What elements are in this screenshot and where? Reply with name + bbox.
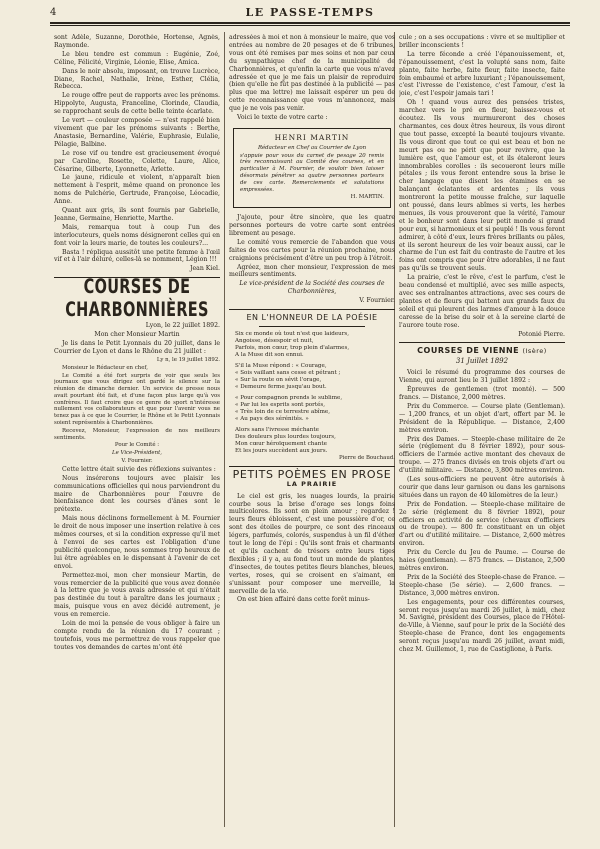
column-2 — [229, 34, 395, 824]
poem-line: Et les jours succèdent aux jours. — [235, 448, 328, 455]
paragraph: La terre féconde a créé l'épanouissement, et, l'épanouissement, c'est la volupté sans nom, faite plante, faite herbe, faite fleur, faite insecte, faite foin embaumé et arbre luxuriant ; l'épanouissement, c'est l'ivresse de l'existence, c'est l'amour, c'est la joie, c'est l'espoir jamais tari ! — [399, 50, 565, 98]
paragraph: Oh ! quand vous aurez des pensées tristes, marchez vers le pré en fleur, baissez-vous et écoutez. Ils vous murmureront des choses charmantes, ces doux êtres heureux, ils vous diront que tout passe, excepté la beauté toujours vivante. Ils vous diront que tout ce qui est beau et bon ne meurt pas ou ne périt que pour revivre, que la lumière est, que l'amour est, et ils étaleront leurs innombrables corolles : ils secoueront leurs mille pétales ; ils vous feront entendre sous la brise le cher langage que disent les étamines en se balançant éclatantes et ardentes ; ils vous montreront la petite mousse fraîche, sur laquelle ont poussé, dans leurs abîmes si verts, les herbes menues, ils vous prouveront que la vérité, l'amour et le bonheur sont dans leur petit monde si grand pour eux, si harmonieux et si peuplé ! Ils vous feront admirer, à côté d'eux, leurs frères brillants ou pâles, et ils seront heureux de les voir beaux aussi, car le charme de l'un est fait du contraste de l'autre et les foins ont compris que pour être adorables, il ne faut pas qu'ils se trouvent seuls. — [399, 99, 565, 273]
poem-line: Des douleurs plus lourdes toujours, — [235, 434, 336, 441]
poem — [229, 331, 395, 455]
paragraph: Cette lettre était suivie des réflexions suivantes : — [62, 465, 216, 473]
poem-line: Six ce monde où tout n'est que laideurs, — [235, 331, 350, 338]
letter-date: Ly n, le 19 juillet 1892. — [156, 356, 220, 363]
paragraph: Le jaune, ridicule et violent, n'apparaît bien nettement à l'esprit, même quand on prononce les noms de Pulchérie, Gertrude, Françoise, Léocadie, Anne. — [54, 174, 220, 206]
letter-signature: Le Vice-Président, — [112, 450, 162, 457]
author-signature: Jean Kiel. — [190, 265, 220, 273]
dateline: Lyon, le 22 juillet 1892. — [145, 322, 220, 330]
section-rule — [399, 342, 565, 343]
paragraph: cule ; on a ses occupations : vivre et se multiplier et briller inconscients ! — [399, 34, 565, 49]
paragraph: Basta ! répliqua aussitôt une petite femme à l'œil vif et à l'air déluré, celles-là se nomment, Légion !!! — [54, 248, 220, 264]
article-title: COURSES DE CHARBONNIÈRES — [65, 277, 209, 322]
paragraph: (Les sous-officiers ne peuvent être autorisés à courir que dans leur garnison ou dans les garnisons situées dans un rayon de 40 kilomètres de la leur.) — [399, 476, 565, 499]
paragraph: Mais nous déclinons formellement à M. Fournier le droit de nous imposer une insertion relative à ces mêmes courses, et si la condition expresse qu'il met à l'envoi de ses cartes est l'obligation d'une publicité quelconque, nous sommes trop heureux de lui être agréables en le dispensant à l'avenir de cet envoi. — [54, 515, 220, 570]
article-title — [399, 347, 565, 356]
poem-line: « Très loin de ce terrestre abîme, — [235, 409, 330, 416]
column-divider — [224, 32, 225, 827]
paragraph: J'ajoute, pour être sincère, que les quatre personnes porteurs de votre carte sont entrées librement au pesage. — [229, 214, 395, 237]
paragraph: sont Adèle, Suzanne, Dorothée, Hortense, Agnès, Raymonde. — [54, 34, 220, 49]
paragraph: adressées à moi et non à monsieur le maire, que vos entrées au nombre de 20 pesages et de 6 tribunes, vous ont été remises par mes soins et non par ceux du sympathique chef de la municipalité de Charbonnières, et qu'enfin la carte que vous m'avez adressée et que je me fais un plaisir de reproduire (bien qu'elle ne fût pas destinée à la publicité — pas plus que ma lettre) me laissait espérer un peu de cette reconnaissance que vous m'annoncez, mais que je ne vois pas venir. — [229, 34, 395, 113]
paragraph: On est bien affairé dans cette forêt minus- — [237, 596, 370, 604]
paragraph: Nous insérerons toujours avec plaisir les communications officielles qui nous parviendront du maire de Charbonnières pour l'œuvre de bienfaisance dont les courses d'ânes sont le prétexte. — [54, 474, 220, 514]
running-title: LE PASSE-TEMPS — [245, 6, 375, 19]
salutation: Mon cher Monsieur Martin — [94, 331, 180, 339]
letter-paragraph: Le Comité a été fort surpris de voir que seuls les journaux que vous dirigez ont gardé le silence sur la réunion de dimanche dernier. Un service de presse nous avait pourtant été fait, et d'une façon plus large qu'à vos confrères. Il faut croire que ce genre de sport n'intéresse nullement vos collaborateurs et que pour l'avenir vous ne tenez pas à ce que le Courrier, le Rhône et le Petit Lyonnais soient représentés à Charbonnières. — [54, 372, 220, 427]
poem-signature: Pierre de Bouchaud. — [339, 455, 395, 462]
prose-subtitle: LA PRAIRIE — [286, 479, 338, 488]
paragraph: Le bleu tendre est commun : Eugénie, Zoé, Céline, Félicité, Virginie, Léonie, Elise, Amica. — [54, 50, 220, 66]
paragraph: Épreuves de gentlemen (trot monté). — 500 francs. — Distance, 2,000 mètres. — [399, 386, 565, 401]
card-subtitle: Rédacteur en Chef au Courrier de Lyon — [257, 144, 367, 151]
section-rule — [229, 309, 395, 310]
poem-line: Parfois, mon cœur, trop plein d'alarmes, — [235, 345, 350, 352]
paragraph: La prairie, c'est le rêve, c'est le parfum, c'est le beau condensé et multiplié, avec ses mille aspects, avec ses entraînantes attractions, avec ses cours de plantes et de fleurs qui battent aux grands faux du soleil et qui pleurent des larmes d'amour à la douce caresse de la brise du soir et à la sereine clarté de l'aurore toute rose. — [399, 274, 565, 329]
paragraph: Permettez-moi, mon cher monsieur Martin, de vous remercier de la publicité que vous avez donnée à la lettre que je vous avais adressée et qui n'était pas destinée du tout à paraître dans les journaux ; mais, puisque vous en avez décidé autrement, je vous en remercie. — [54, 571, 220, 619]
letter-salutation: Monsieur le Rédacteur en chef, — [62, 364, 148, 371]
poem-line: « Sur la route on sévit l'orage, — [235, 377, 322, 384]
paragraph: Prix du Cercle du Jeu de Paume. — Course de haies (gentleman). — 875 francs. — Distance, 2,500 mètres environ. — [399, 549, 565, 572]
title-rule — [259, 326, 365, 327]
header-rule-thin — [50, 25, 570, 26]
poem-line: « Pour compagnon prends le sublime, — [235, 395, 343, 402]
letter-signature: V. Fournier. — [121, 458, 153, 465]
signature: Le vice-président de la Société des courses de Charbonnières, — [239, 280, 385, 296]
section-rule — [229, 466, 395, 467]
card-box — [233, 128, 391, 208]
article-title-text: COURSES DE VIENNE — [417, 346, 520, 356]
paragraph: Agréez, mon cher monsieur, l'expression de mes meilleurs sentiments. — [229, 263, 395, 279]
paragraph: Voici le texte de votre carte : — [237, 114, 328, 122]
paragraph: Le rose vif ou tendre est gracieusement évoqué par Caroline, Rosette, Colette, Laure, Alice, Césarine, Gilberte, Lyonnette, Arlette. — [54, 149, 220, 173]
card-signature: H. MARTIN. — [350, 194, 384, 201]
prose-title: PETITS POÈMES EN PROSE — [232, 467, 392, 481]
paragraph: Quant aux gris, ils sont fournis par Gabrielle, Jeanne, Germaine, Henriette, Marthe. — [54, 207, 220, 222]
paragraph: Prix du Commerce. — Course plate (Gentleman). — 1,200 francs, et un objet d'art, offert par M. le Président de la République. — Distance, 2,400 mètres environ. — [399, 402, 565, 434]
poem-line: « Au pays des sérénités. » — [235, 416, 309, 423]
paragraph: Mais, remarqua tout à coup l'un des interlocuteurs, quels noms désigneront celles qui en font voir la leurs marie, de toutes les couleurs?... — [54, 223, 220, 247]
signature: V. Fournier. — [359, 297, 395, 305]
card-text: s'appuie pour vous du carnet de pesage 20 remis très reconnaissant au Comité des courses, et en particulier à M. Fournier, de vouloir bien laisser désormais pénétrer sa quatre personnes porteurs de ces carte. Remerciements et salutations empressées. — [240, 152, 384, 193]
paragraph: Le ciel est gris, les nuages lourds, la prairie courbe sous la brise d'orage ses longs foins multicolores. Ils sont en plein amour ; regardez ! leurs fleurs ébloissent, c'est une poussière d'or, ce sont des étoiles de pourpre, ce sont des rinceaux légers, parfumés, colorés, suspendus à un fil d'éther tout le long de l'épi : Qu'ils sont frais et charmants et qu'ils cachent de trésors entre leurs tiges flexibles ; il y a, au fond tout un monde de plantes, d'insectes, de toutes petites fleurs blanches, bleues, vertes, roses, qui se croisent en s'aimant, en s'unissant pour composer une merveille, la merveille de la vie. — [229, 492, 395, 595]
letter-signature: Pour le Comité : — [114, 442, 160, 449]
paragraph: Prix de la Société des Steeple-chase de France. — Steeple-chase (5e série). — 2,600 francs. — Distance, 3,000 mètres environ. — [399, 573, 565, 597]
poem-line: « Par lui les esprits sont portés, — [235, 402, 326, 409]
poem-line: Angoisse, désespoir et nuit, — [235, 338, 314, 345]
poem-line: Alors sans l'ivresse méchante — [235, 427, 319, 434]
column-1 — [54, 34, 220, 824]
poem-line: A la Muse dit son ennui. — [235, 352, 304, 359]
paragraph: Les engagements, pour ces différentes courses, seront reçus jusqu'au mardi 26 juillet, à midi, chez M. Savigné, président des Courses, place de l'Hôtel-de-Ville, à Vienne, sauf pour le prix de la Société des Steeple-chase de France, dont les engagements seront reçus jusqu'au mardi 26 juillet, avant midi, chez M. Guillemot, 1, rue de Castiglione, à Paris. — [399, 598, 565, 654]
paragraph: Prix de Fondation. — Steeple-chase militaire de 2e série (réglement du 8 février 1892), pour officiers en activité de service (chevaux d'officiers ou de troupe). — 800 fr. constituant en un objet d'art ou d'utilité militaire. — Distance, 2,600 mètres environ. — [399, 500, 565, 548]
paragraph: Dans le noir absolu, imposant, on trouve Lucrèce, Diane, Rachel, Nathalie, Irène, Esther, Clélia, Rebecca. — [54, 67, 220, 91]
column-3 — [399, 34, 565, 824]
header-rule — [50, 22, 570, 24]
paragraph: Le rouge offre peut de rapports avec les prénoms. Hippolyte, Augusta, Franceline, Clorinde, Claudia, se rapprochant seuls de cette belle teinte écarlate. — [54, 92, 220, 116]
page-number: 4 — [50, 7, 57, 18]
author-signature: Potonié Pierre. — [518, 330, 565, 338]
paragraph: Le comité vous remercie de l'abandon que vous faites de vos cartes pour la réunion prochaine, nous craignions précisément d'être un peu trop à l'étroit. — [229, 238, 395, 262]
card-title: HENRI MARTIN — [274, 132, 350, 142]
article-date: 31 Juillet 1892 — [455, 357, 509, 366]
paragraph: Prix des Dames. — Steeple-chase militaire de 2e série (réglement du 8 février 1892), pour sous-officiers de l'armée active montant des chevaux de troupe. — 275 francs divisés en trois objets d'art ou d'utilité militaire. — Distance, 3,800 mètres environ. — [399, 435, 565, 475]
paragraph: Je lis dans le Petit Lyonnais du 20 juillet, dans le Courrier de Lyon et dans le Rhône du 21 juillet : — [54, 340, 220, 355]
poem-line: « Demeure ferme jusqu'au bout. — [235, 384, 327, 391]
poem-line: « Sois vaillant sans cesse et pétrant ; — [235, 370, 341, 377]
poem-line: S'il la Muse répond : « Courage, — [235, 363, 327, 370]
article-title-tag: (Isère) — [522, 347, 547, 356]
letter-paragraph: Recevez, Monsieur, l'expression de nos meilleurs sentiments. — [54, 427, 220, 441]
paragraph: Voici le résumé du programme des courses de Vienne, qui auront lieu le 31 juillet 1892 : — [399, 369, 565, 385]
poem-title: EN L'HONNEUR DE LA POÉSIE — [246, 313, 378, 323]
poem-line: Mon cœur héroïquement chante — [235, 441, 327, 448]
paragraph: Le vert — couleur composée — n'est rappelé bien vivement que par les prénoms suivants : Berthe, Anastasie, Bernardine, Valérie, Euphrasie, Eulalie, Pélagie, Balbine. — [54, 117, 220, 148]
paragraph: Loin de moi la pensée de vous obliger à faire un compte rendu de la réunion du 17 courant ; toutefois, vous me permettrez de vous rappeler que toutes vos demandes de cartes m'ont été — [54, 620, 220, 651]
